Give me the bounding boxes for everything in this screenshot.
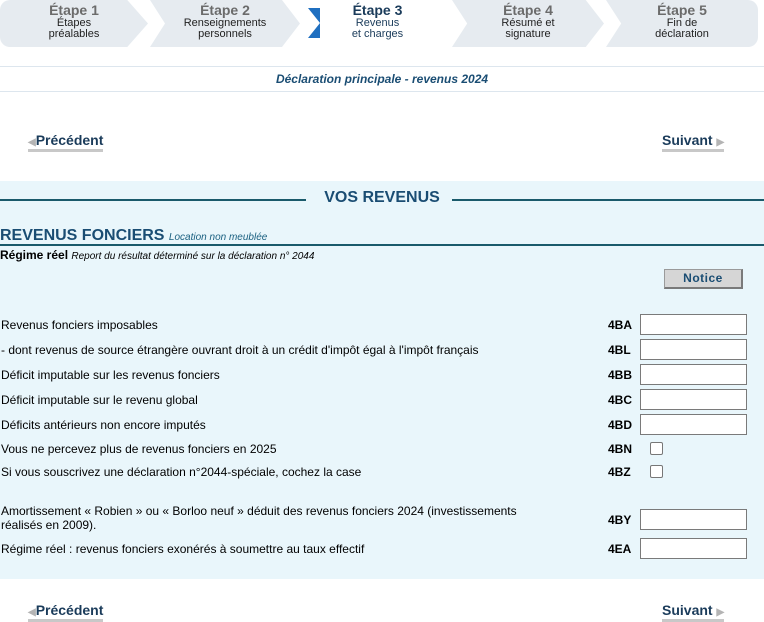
regime-subtitle: Report du résultat déterminé sur la déclaration n° 2044 (71, 251, 315, 262)
row-code: 4BY (608, 513, 632, 527)
row-label: Déficit imputable sur le revenu global (1, 393, 198, 407)
input-4EA[interactable] (640, 538, 747, 559)
row-label: Vous ne percevez plus de revenus fonciers en 2025 (1, 442, 277, 456)
subsection-rule (0, 244, 764, 246)
row-label: Régime réel : revenus fonciers exonérés à soumettre au taux effectif (1, 542, 365, 556)
step-3-sub2: et charges (351, 28, 404, 40)
step-progress (0, 0, 764, 48)
regime-title: Régime réel (0, 248, 69, 262)
row-code: 4BA (608, 318, 633, 332)
input-4BL[interactable] (640, 339, 747, 360)
step-1 (0, 0, 148, 47)
row-code: 4BC (608, 393, 633, 407)
row-label: Si vous souscrivez une déclaration n°2044-spéciale, cochez la case (1, 465, 362, 479)
right-triangle-icon: ▶ (716, 137, 725, 148)
step-4 (452, 0, 604, 47)
regime-label (0, 248, 314, 262)
declaration-title: Déclaration principale - revenus 2024 (275, 72, 489, 86)
next-label: Suivant (662, 602, 713, 618)
row-code: 4BL (608, 343, 631, 357)
row-label: Revenus fonciers imposables (1, 318, 158, 332)
step-2 (150, 0, 300, 47)
subsection-title-text: REVENUS FONCIERS (0, 227, 165, 244)
row-code: 4BD (608, 418, 633, 432)
step-5-sub2: déclaration (655, 28, 709, 40)
row-label-line1: Amortissement « Robien » ou « Borloo neuf » déduit des revenus fonciers 2024 (investissements (1, 504, 517, 518)
next-link-bottom[interactable] (662, 602, 724, 622)
step-1-sub2: préalables (48, 28, 100, 40)
subsection-title (0, 227, 267, 245)
notice-button[interactable]: Notice (664, 269, 743, 289)
input-4BD[interactable] (640, 414, 747, 435)
row-label-line2: réalisés en 2009). (1, 518, 97, 532)
step-3 (320, 0, 435, 47)
row-code: 4BB (608, 368, 633, 382)
row-label: Déficits antérieurs non encore imputés (1, 418, 206, 432)
row-label: Déficit imputable sur les revenus fonciers (1, 368, 220, 382)
step-3-title: Étape 3 (352, 2, 403, 18)
previous-label: Précédent (35, 132, 104, 148)
input-4BA[interactable] (640, 314, 747, 335)
step-4-sub1: Résumé et (501, 17, 555, 29)
step-4-title: Étape 4 (503, 2, 553, 18)
step-5-sub1: Fin de (666, 17, 698, 29)
subsection-subtitle: Location non meublée (168, 232, 268, 243)
row-code: 4EA (608, 542, 632, 556)
input-4BC[interactable] (640, 389, 747, 410)
step-2-title: Étape 2 (200, 2, 250, 18)
row-code: 4BN (608, 442, 633, 456)
left-triangle-icon: ◀ (28, 137, 36, 148)
step-1-sub1: Étapes (56, 17, 92, 29)
step-5 (606, 0, 758, 47)
step-2-sub1: Renseignements (183, 17, 267, 29)
section-heading: VOS REVENUS (312, 189, 452, 207)
checkbox-4BN[interactable] (650, 442, 663, 455)
input-4BB[interactable] (640, 364, 747, 385)
checkbox-4BZ[interactable] (650, 465, 663, 478)
step-5-title: Étape 5 (657, 2, 707, 18)
step-4-sub2: signature (505, 28, 551, 40)
row-code: 4BZ (608, 465, 631, 479)
previous-link-top[interactable] (28, 132, 103, 152)
step-1-title: Étape 1 (49, 2, 99, 18)
row-label: - dont revenus de source étrangère ouvrant droit à un crédit d'impôt égal à l'impôt français (1, 343, 479, 357)
right-triangle-icon: ▶ (716, 607, 725, 618)
next-link-top[interactable] (662, 132, 724, 152)
declaration-header (0, 66, 764, 92)
input-4BY[interactable] (640, 509, 747, 530)
previous-link-bottom[interactable] (28, 602, 103, 622)
step-3-sub1: Revenus (355, 17, 400, 29)
left-triangle-icon: ◀ (28, 607, 36, 618)
next-label: Suivant (662, 132, 713, 148)
previous-label: Précédent (35, 602, 104, 618)
step-2-sub2: personnels (198, 28, 252, 40)
revenus-panel (0, 181, 764, 579)
